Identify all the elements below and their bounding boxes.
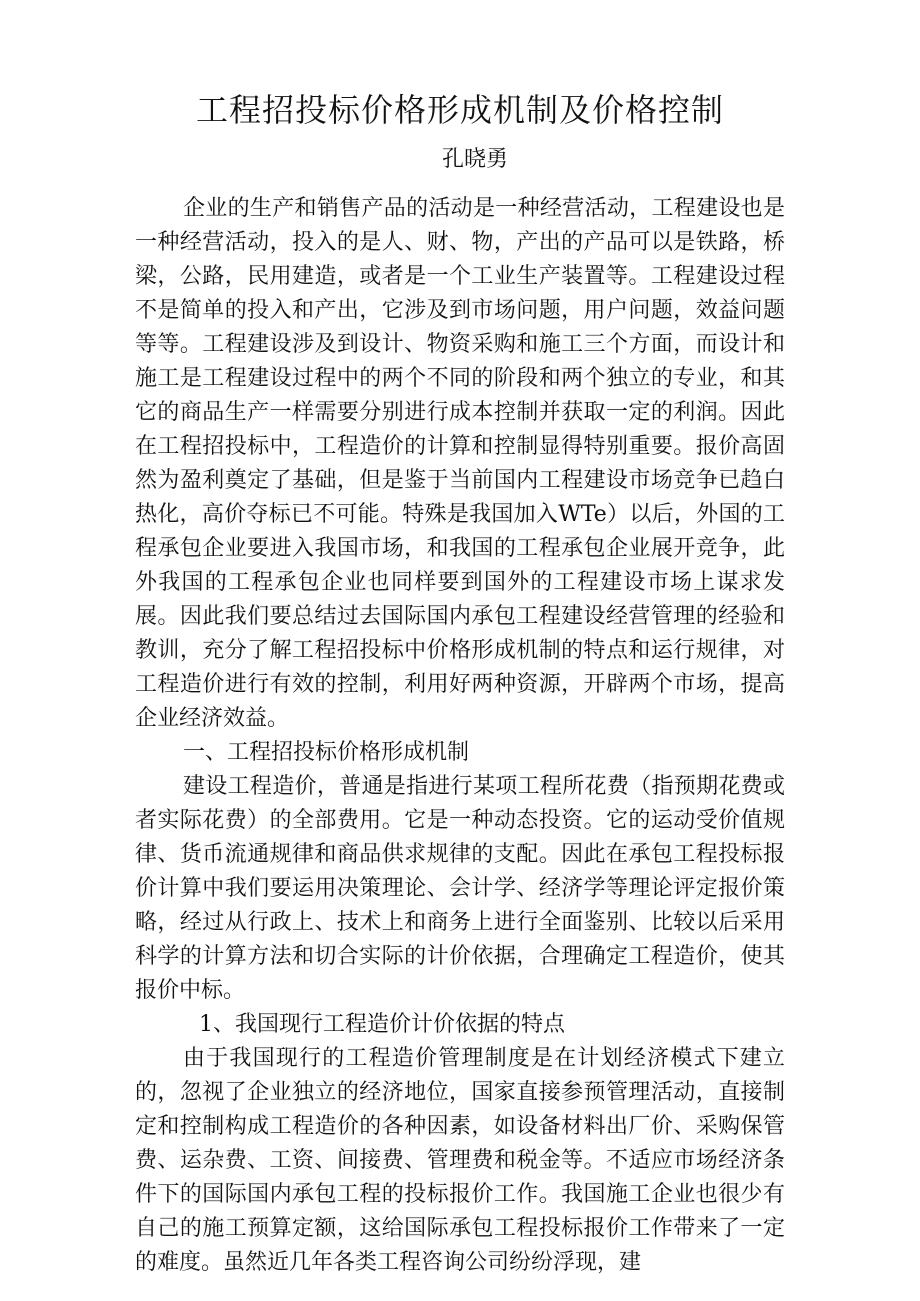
paragraph-subsection-1: 由于我国现行的工程造价管理制度是在计划经济模式下建立的，忽视了企业独立的经济地位，国家直接参预管理活动，直接制定和控制构成工程造价的各种因素，如设备材料出厂价、采购保管费、运杂费、工资、间接费、管理费和税金等。不适应市场经济条件下的国际国内承包工程的投标报价工作。我国施工企业也很少有自己的施工预算定额，这给国际承包工程投标报价工作带来了一定的难度。虽然近几年各类工程咨询公司纷纷浮现，建 xyxy=(135,1046,785,1275)
document-author: 孔晓勇 xyxy=(441,147,508,172)
subsection-heading-1: 1、我国现行工程造价计价依据的特点 xyxy=(199,1012,565,1037)
section-heading-1: 一、工程招投标价格形成机制 xyxy=(183,740,470,765)
paragraph-intro: 企业的生产和销售产品的活动是一种经营活动，工程建设也是一种经营活动，投入的是人、财、物，产出的产品可以是铁路，桥梁，公路，民用建造，或者是一个工业生产装置等。工程建设过程不是简单的投入和产出，它涉及到市场问题，用户问题，效益问题等等。工程建设涉及到设计、物资采购和施工三个方面，而设计和施工是工程建设过程中的两个不同的阶段和两个独立的专业，和其它的商品生产一样需要分别进行成本控制并获取一定的利润。因此在工程招投标中，工程造价的计算和控制显得特别重要。报价高固然为盈利奠定了基础，但是鉴于当前国内工程建设市场竞争已趋白热化，高价夺标已不可能。特殊是我国加入WTe）以后，外国的工程承包企业要进入我国市场，和我国的工程承包企业展开竞争，此外我国的工程承包企业也同样要到国外的工程建设市场上谋求发展。因此我们要总结过去国际国内承包工程建设经营管理的经验和教训，充分了解工程招投标中价格形成机制的特点和运行规律，对工程造价进行有效的控制，利用好两种资源，开辟两个市场，提高企业经济效益。 xyxy=(135,196,785,731)
document-body xyxy=(135,192,785,1280)
document-title: 工程招投标价格形成机制及价格控制 xyxy=(195,91,724,129)
paragraph-section-1: 建设工程造价，普通是指进行某项工程所花费（指预期花费或者实际花费）的全部费用。它是一种动态投资。它的运动受价值规律、货币流通规律和商品供求规律的支配。因此在承包工程投标报价计算中我们要运用决策理论、会计学、经济学等理论评定报价策略，经过从行政上、技术上和商务上进行全面鉴别、比较以后采用科学的计算方法和切合实际的计价依据，合理确定工程造价，使其报价中标。 xyxy=(135,774,785,1003)
